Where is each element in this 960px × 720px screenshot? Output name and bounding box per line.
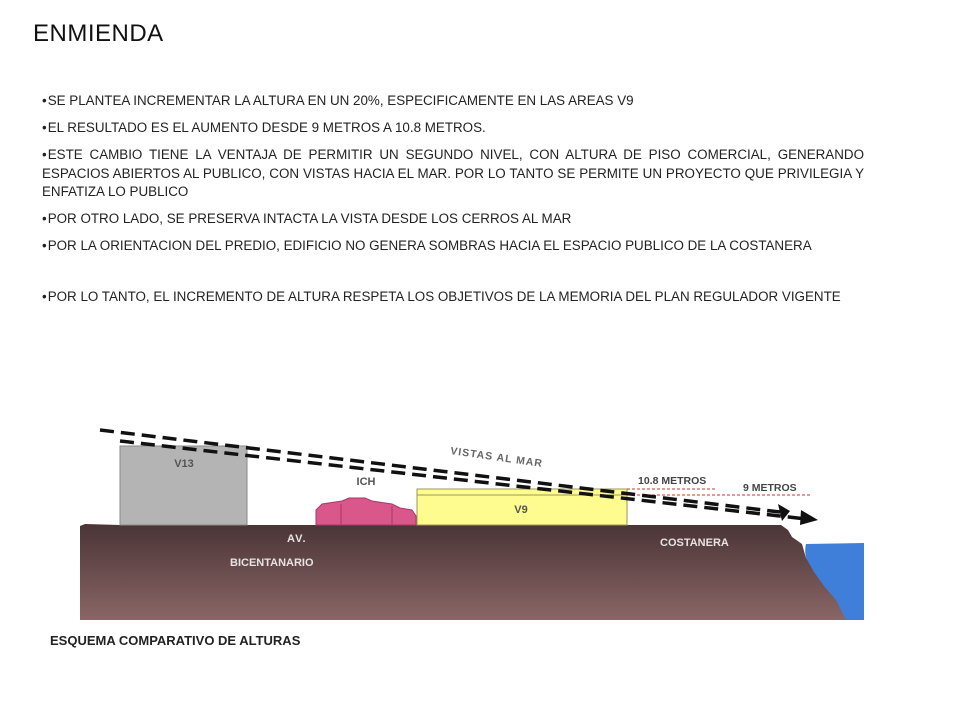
v13-label: V13 [174,458,194,470]
bullet-item: • ESTE CAMBIO TIENE LA VENTAJA DE PERMITIR UN SEGUNDO NIVEL, CON ALTURA DE PISO COMERCIAL, GENERANDO ESPACIOS ABIERTOS AL PUBLICO, CON VISTAS HACIA EL MAR. POR LO TANTO SE PERMITE UN PROYECTO QUE PRIVILEGIA Y ENFATIZA LO PUBLICO [42,146,864,202]
height-9-label: 9 METROS [743,482,797,494]
bullet-list [42,92,864,315]
ground-shape [80,524,846,620]
page-title: ENMIENDA [33,20,164,47]
diagram-caption: ESQUEMA COMPARATIVO DE ALTURAS [50,633,301,648]
v9-label: V9 [514,504,528,516]
vistas-label: VISTAS AL MAR [449,445,544,470]
costanera-label: COSTANERA [660,537,729,549]
bullet-item: • POR LA ORIENTACION DEL PREDIO, EDIFICIO NO GENERA SOMBRAS HACIA EL ESPACIO PUBLICO DE LA COSTANERA [42,237,864,256]
ich-building [316,498,416,525]
bullet-item: • POR OTRO LADO, SE PRESERVA INTACTA LA VISTA DESDE LOS CERROS AL MAR [42,210,864,229]
avenue-label-line1: AV. [287,533,307,545]
bullet-item: • SE PLANTEA INCREMENTAR LA ALTURA EN UN 20%, ESPECIFICAMENTE EN LAS AREAS V9 [42,92,864,111]
bullet-item: • POR LO TANTO, EL INCREMENTO DE ALTURA RESPETA LOS OBJETIVOS DE LA MEMORIA DEL PLAN REGULADOR VIGENTE [42,288,864,307]
bullet-item: • EL RESULTADO ES EL AUMENTO DESDE 9 METROS A 10.8 METROS. [42,119,864,138]
ich-label: ICH [356,476,376,488]
sight-arrowhead [800,510,818,525]
height-10-8-label: 10.8 METROS [638,475,707,487]
avenue-label-line2: BICENTANARIO [230,557,314,569]
height-comparison-diagram [70,420,870,620]
